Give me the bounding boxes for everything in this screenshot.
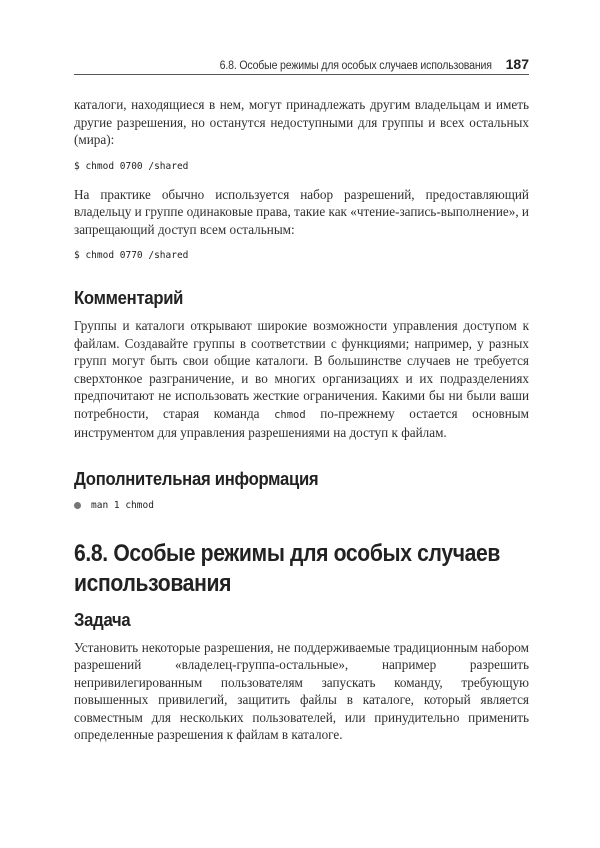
heading-more-info: Дополнительная информация [74, 467, 319, 489]
paragraph-practice: На практике обычно используется набор разрешений, предоставляющий владельцу и группе одинаковые права, такие как «чтение-запись-выполнение», и запрещающий доступ всем остальным: [74, 186, 529, 237]
paragraph-intro: каталоги, находящиеся в нем, могут принадлежать другим владельцам и иметь другие разрешения, но останутся недоступными для группы и всех остальных (мира): [74, 97, 529, 147]
section-title: 6.8. Особые режимы для особых случаев использования [74, 539, 501, 597]
running-header [74, 50, 529, 75]
running-header-title: 6.8. Особые режимы для особых случаев использования [219, 60, 492, 72]
comment-text-part1: Группы и каталоги открывают широкие возможности управления доступом к файлам. Создавайте группы в соответствии с функциями; например, у разных групп могут быть свои общие каталоги. В большинстве случаев не требуется сверхтонкое разграничение, и во многих организациях и их подразделениях предпочитают не использовать жесткие ограничения. Какими бы ни были ваши потребности, старая команда [74, 318, 529, 421]
paragraph-task: Установить некоторые разрешения, не поддерживаемые традиционным набором разрешений «владелец-группа-остальные», например разрешить непривилегированным пользователям запускать команду, требующую повышенных привилегий, защитить файлы в каталоге, который является совместным для нескольких пользователей, или принудительно применить определенные разрешения к файлам в каталоге. [74, 639, 529, 742]
paragraph-comment [74, 317, 529, 442]
heading-comment: Комментарий [74, 287, 184, 308]
bullet-icon [74, 502, 81, 509]
heading-task: Задача [74, 608, 131, 630]
more-info-item-man-chmod: man 1 chmod [91, 499, 154, 511]
code-block-chmod-0770: $ chmod 0770 /shared [74, 250, 189, 261]
list-item [74, 500, 529, 511]
code-block-chmod-0700: $ chmod 0700 /shared [74, 160, 189, 172]
inline-code-chmod: chmod [274, 408, 306, 421]
comment-text-part2: по-прежнему остается основным инструментом для управления разрешениями на доступ к файлам. [74, 405, 530, 440]
page-number: 187 [505, 56, 529, 72]
page-content [74, 96, 529, 744]
